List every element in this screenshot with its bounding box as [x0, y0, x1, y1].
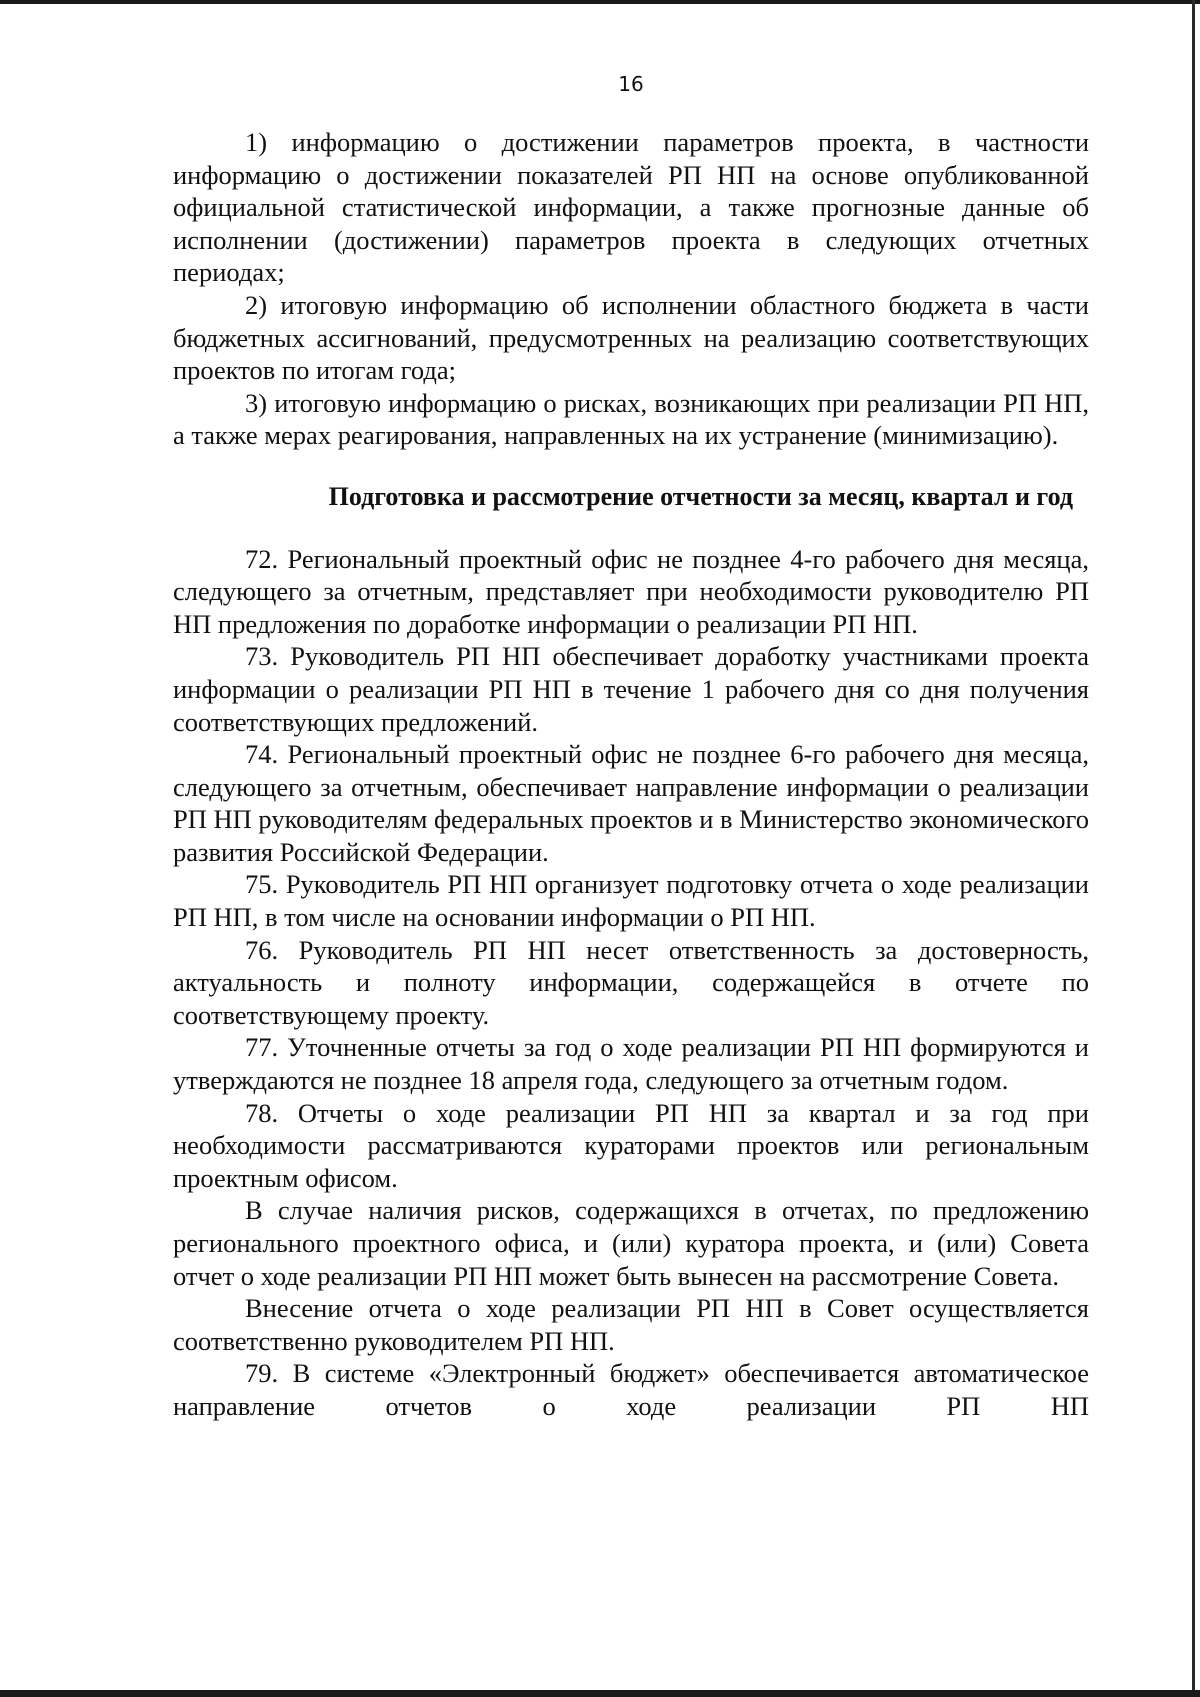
list-item: 3) итоговую информацию о рисках, возникающих при реализации РП НП, а также мерах реагирования, направленных на их устранение (минимизацию).	[173, 387, 1089, 451]
paragraph-risks: В случае наличия рисков, содержащихся в отчетах, по предложению регионального проектного офиса, и (или) куратора проекта, и (или) Совета отчет о ходе реализации РП НП может быть вынесен на рассмотрение Совета.	[173, 1195, 1089, 1291]
list-item: 2) итоговую информацию об исполнении областного бюджета в части бюджетных ассигнований, предусмотренных на реализацию соответствующих проектов по итогам года;	[173, 289, 1089, 386]
scan-edge-bottom	[0, 1690, 1200, 1697]
scan-edge-right	[1192, 0, 1195, 1697]
scan-edge-top	[0, 0, 1200, 4]
paragraph-76: 76. Руководитель РП НП несет ответственность за достоверность, актуальность и полноту информации, содержащейся в отчете по соответствующему проекту.	[173, 934, 1089, 1030]
paragraph-79: 79. В системе «Электронный бюджет» обеспечивается автоматическое направление отчетов о ходе реализации РП НП	[173, 1358, 1089, 1421]
paragraph-72: 72. Региональный проектный офис не позднее 4-го рабочего дня месяца, следующего за отчетным, представляет при необходимости руководителю РП НП предложения по доработке информации о реализации РП НП.	[173, 543, 1089, 639]
page-number: 16	[618, 72, 644, 96]
list-item: 1) информацию о достижении параметров проекта, в частности информацию о достижении показателей РП НП на основе опубликованной официальной статистической информации, а также прогнозные данные об исполнении (достижении) параметров проекта в следующих отчетных периодах;	[173, 127, 1089, 288]
document-body	[173, 126, 1089, 1423]
paragraph-73: 73. Руководитель РП НП обеспечивает доработку участниками проекта информации о реализации РП НП в течение 1 рабочего дня со дня получения соответствующих предложений.	[173, 641, 1089, 737]
section-heading: Подготовка и рассмотрение отчетности за месяц, квартал и год	[328, 481, 1073, 511]
paragraph-74: 74. Региональный проектный офис не позднее 6-го рабочего дня месяца, следующего за отчетным, обеспечивает направление информации о реализации РП НП руководителям федеральных проектов и в Министерство экономического развития Российской Федерации.	[173, 739, 1089, 867]
paragraph-submission: Внесение отчета о ходе реализации РП НП в Совет осуществляется соответственно руководителем РП НП.	[173, 1293, 1089, 1356]
paragraph-75: 75. Руководитель РП НП организует подготовку отчета о ходе реализации РП НП, в том числе на основании информации о РП НП.	[173, 869, 1089, 933]
paragraph-77: 77. Уточненные отчеты за год о ходе реализации РП НП формируются и утверждаются не позднее 18 апреля года, следующего за отчетным годом.	[173, 1032, 1089, 1096]
paragraph-78: 78. Отчеты о ходе реализации РП НП за квартал и за год при необходимости рассматриваются кураторами проектов или региональным проектным офисом.	[173, 1097, 1089, 1193]
